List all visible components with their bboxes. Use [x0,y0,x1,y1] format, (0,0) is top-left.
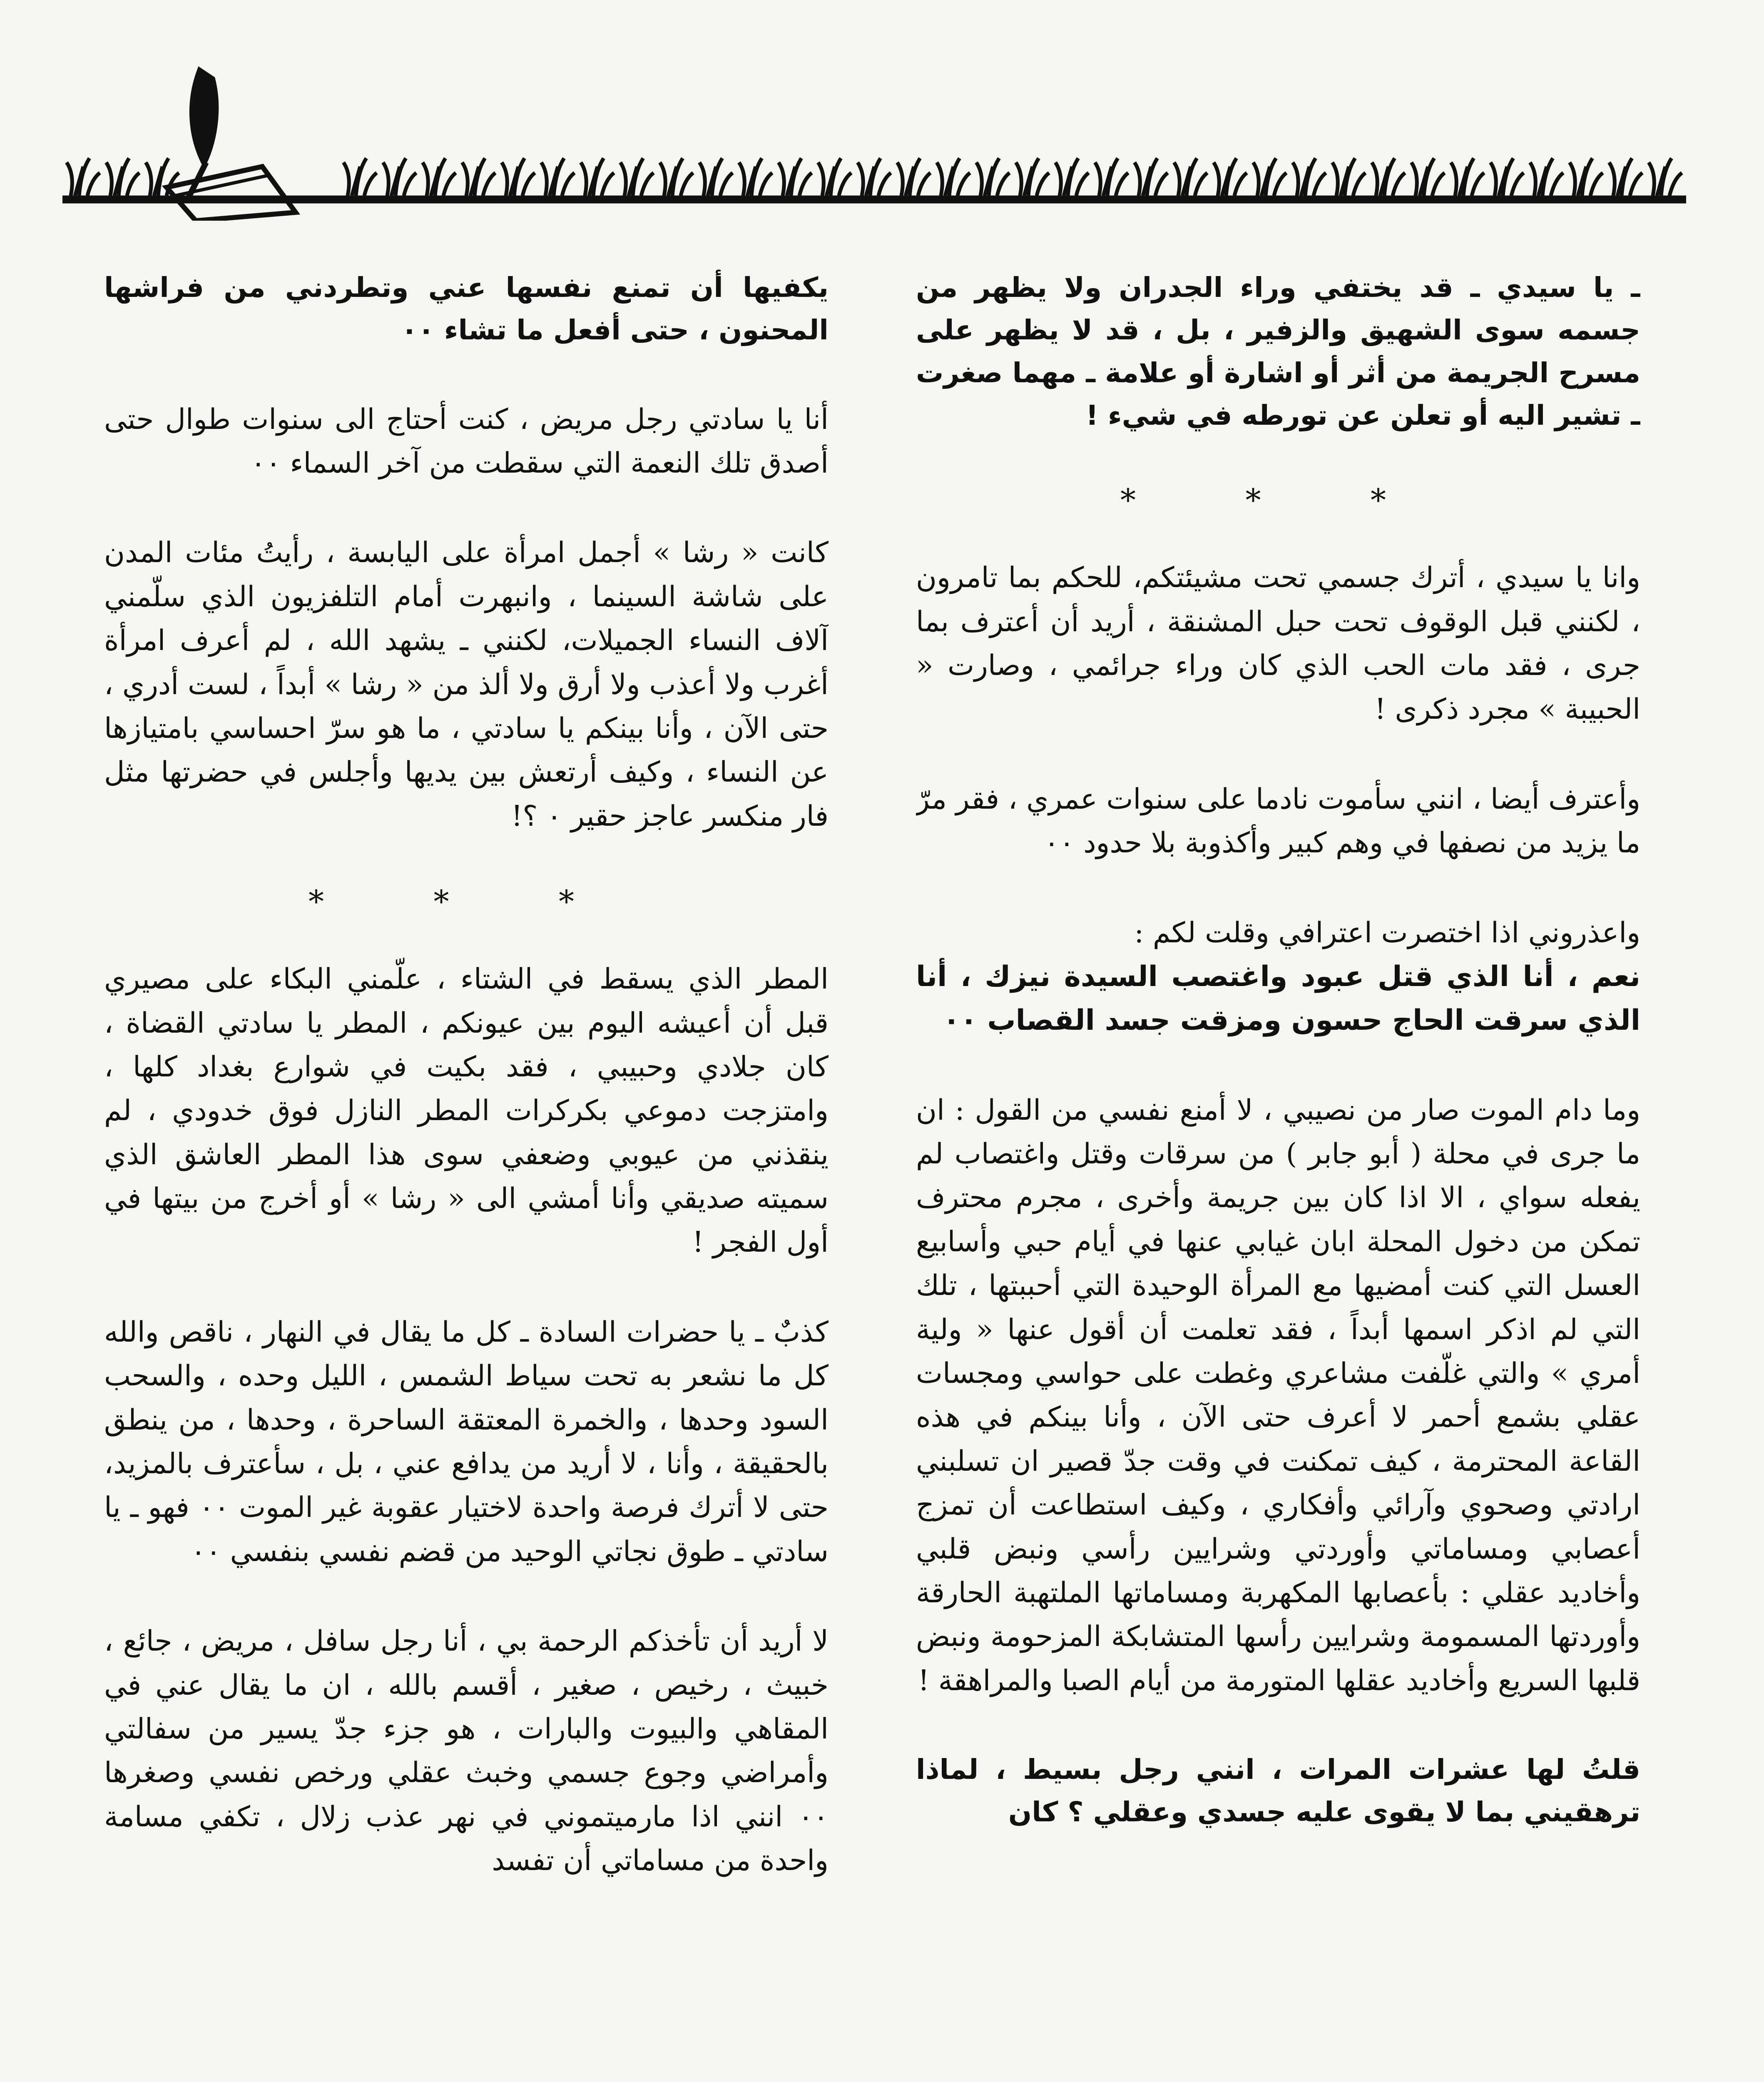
paragraph: وأعترف أيضا ، انني سأموت نادما على سنوات عمري ، فقر مرّ ما يزيد من نصفها في وهم كبير وأكذوبة بلا حدود ٠٠ [916,782,1640,860]
paragraph: أنا يا سادتي رجل مريض ، كنت أحتاج الى سنوات طوال حتى أصدق تلك النعمة التي سقطت من آخر السماء ٠٠ [104,403,829,480]
section-separator-stars: * * * [1120,483,1436,519]
grass-tuft [739,158,772,196]
grass-tuft [937,158,970,196]
paragraph: وما دام الموت صار من نصيبي ، لا أمنع نفسي من القول : ان ما جرى في محلة ( أبو جابر ) من سرقات وقتل واغتصاب لم يفعله سواي ، الا اذا كان بين جريمة وأخرى ، مجرم محترف تمكن من دخول المحلة ابان غيابي عنها في أيام حبي وأسابيع العسل التي كنت أمضيها مع المرأة الوحيدة التي أحببتها ، تلك التي لم اذكر اسمها أبداً ، فقد تعلمت أن أقول عنها « ولية أمري » والتي غلّفت مشاعري وغطت على حواسي ومجسات عقلي بشمع أحمر لا أعرف حتى الآن ، وأنا بينكم في هذه القاعة المحترمة ، كيف تمكنت في وقت جدّ قصير ان تسلبني ارادتي وصحوي وآرائي وأفكاري ، وكيف استطاعت أن تمزج أعصابي ومساماتي وأوردتي وشرايين رأسي ونبض قلبي وأخاديد عقلي : بأعصابها المكهربة ومساماتها الملتهبة الحارقة وأوردتها المسمومة وشرايين رأسها المتشابكة المزحومة ونبض قلبها السريع وأخاديد عقلها المتورمة من أيام الصبا والمراهقة ! [916,1093,1640,1697]
grass-tuft [1490,158,1524,196]
grass-tuft [1214,158,1247,196]
grass-tuft [1649,158,1682,196]
paragraph: ـ يا سيدي ـ قد يختفي وراء الجدران ولا يظهر من جسمه سوى الشهيق والزفير ، بل ، قد لا يظهر على مسرح الجريمة من أثر أو اشارة أو علامة ـ مهما صغرت ـ تشير اليه أو تعلن عن تورطه في شيء ! [916,271,1640,431]
grass-tuft [897,158,931,196]
paragraph: كذبٌ ـ يا حضرات السادة ـ كل ما يقال في النهار ، ناقص والله كل ما نشعر به تحت سياط الشمس ، الليل وحده ، والسحب السود وحدها ، والخمرة المعتقة الساحرة ، وحدها ، من ينطق بالحقيقة ، وأنا ، لا أريد من يدافع عني ، بل ، سأعترف بالمزيد، حتى لا أترك فرصة واحدة لاختيار عقوبة غير الموت ٠٠ فهو ـ يا سادتي ـ طوق نجاتي الوحيد من قضم نفسي بنفسي ٠٠ [104,1315,829,1568]
grass-ornament-strip [62,158,1686,203]
grass-tuft [1451,158,1484,196]
grass-tuft [1530,158,1563,196]
grass-tuft [502,158,535,196]
paragraph: قلتُ لها عشرات المرات ، انني رجل بسيط ، لماذا ترهقيني بما لا يقوى عليه جسدي وعقلي ؟ كان [916,1753,1640,1828]
grass-tuft [1174,158,1207,196]
grass-tuft [1293,158,1326,196]
grass-tuft [67,158,100,196]
header-ornament [62,62,1686,221]
grass-tuft [858,158,891,196]
grass-tuft [541,158,575,196]
grass-tuft [462,158,495,196]
grass-tuft [1135,158,1168,196]
grass-tuft [1095,158,1128,196]
paragraph: يكفيها أن تمنع نفسها عني وتطردني من فراشها المحنون ، حتى أفعل ما تشاء ٠٠ [104,271,829,346]
grass-tuft [818,158,851,196]
grass-tuft [660,158,693,196]
grass-tuft [106,158,139,196]
confession-statement: نعم ، أنا الذي قتل عبود واغتصب السيدة نيزك ، أنا الذي سرقت الحاج حسون ومزقت جسد القصاب ٠٠ [916,960,1640,1037]
paragraph: المطر الذي يسقط في الشتاء ، علّمني البكاء على مصيري قبل أن أعيشه اليوم بين عيونكم ، المطر يا سادتي القضاة ، كان جلادي وحبيبي ، فقد بكيت في شوارع بغداد كلها ، وامتزجت دموعي بكركرات المطر النازل فوق خدودي ، لم ينقذني من عيوبي وضعفي سوى هذا المطر العاشق الذي سميته صديقي وأنا أمشي الى « رشا » أو أخرج من بيتها في أول الفجر ! [104,963,829,1259]
grass-tuft [1016,158,1049,196]
paragraph: وانا يا سيدي ، أترك جسمي تحت مشيئتكم، للحكم بما تامرون ، لكنني قبل الوقوف تحت حبل المشنقة ، أريد أن أعترف بما جرى ، فقد مات الحب الذي كان وراء جرائمي ، وصارت « الحبيبة » مجرد ذكرى ! [916,561,1640,726]
grass-tuft [1411,158,1445,196]
grass-tuft [1609,158,1642,196]
grass-tuft [620,158,654,196]
paragraph-intro: واعذروني اذا اختصرت اعترافي وقلت لكم : [1134,916,1640,949]
paragraph [916,911,1640,1043]
grass-tuft [1055,158,1089,196]
grass-tuft [146,158,179,196]
grass-tuft [1332,158,1366,196]
grass-tuft [779,158,812,196]
section-separator-stars: * * * [308,884,624,920]
text-column-right [916,266,1640,2082]
grass-tuft [383,158,416,196]
grass-tuft [699,158,733,196]
grass-tuft [343,158,377,196]
paragraph: كانت « رشا » أجمل امرأة على اليابسة ، رأيتُ مئات المدن على شاشة السينما ، وانبهرت أمام التلفزيون الذي سلّمني آلاف النساء الجميلات، لكنني ـ يشهد الله ، لم أعرف امرأة أغرب ولا أعذب ولا أرق ولا ألذ من « رشا » أبداً ، لست أدري ، حتى الآن ، وأنا بينكم يا سادتي ، ما هو سرّ احساسي بامتيازها عن النساء ، وكيف أرتعش بين يديها وأجلس في حضرتها مثل فار منكسر عاجز حقير ٠ ؟! [104,536,829,833]
paragraph: لا أريد أن تأخذكم الرحمة بي ، أنا رجل سافل ، مريض ، جائع ، خبيث ، رخيص ، صغير ، أقسم بالله ، ان ما يقال عني في المقاهي والبيوت والبارات ، هو جزء جدّ يسير من سفالتي وأمراضي وجوع جسمي وخبث عقلي ورخص نفسي وصغرها ٠٠ انني اذا مارميتموني في نهر عذب زلال ، تكفي مسامة واحدة من مساماتي أن تفسد [104,1625,829,1878]
grass-tuft [1372,158,1405,196]
text-column-left [104,266,829,2082]
grass-tuft [976,158,1010,196]
grass-tuft [423,158,456,196]
grass-tuft [1253,158,1286,196]
grass-tuft [1570,158,1603,196]
grass-tuft [581,158,614,196]
